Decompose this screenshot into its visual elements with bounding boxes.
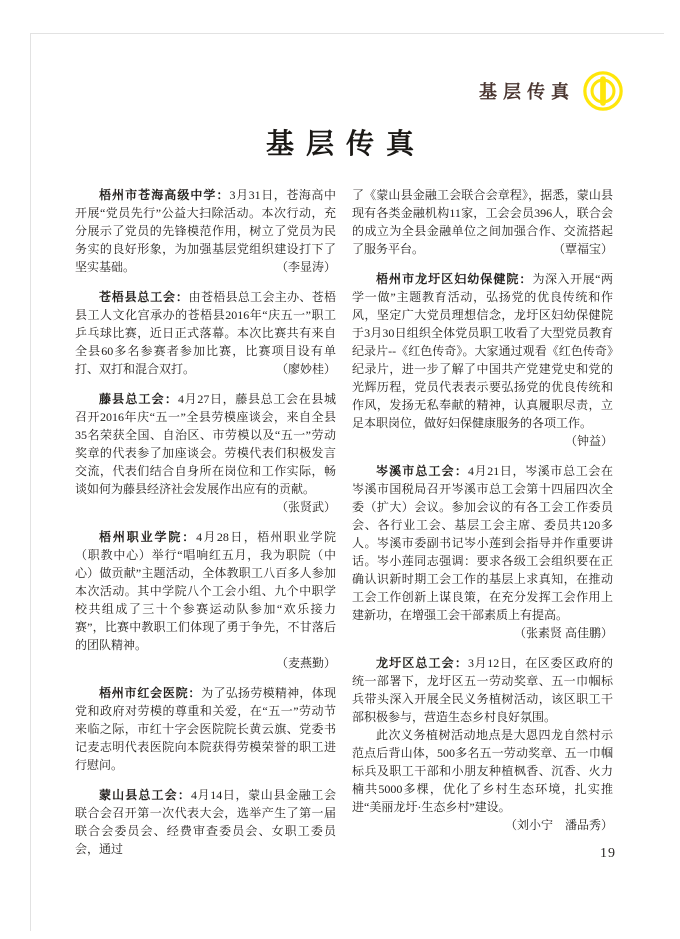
article-item <box>352 270 613 450</box>
article-text: 由苍梧县总工会主办、苍梧县工人文化宫承办的苍梧县2016年“庆五一”职工乒乓球比赛，近日正式落幕。本次比赛共有来自全县60多名参赛者参加比赛，比赛项目设有单打、双打和混合双打。 <box>75 290 336 376</box>
article-item <box>75 684 336 774</box>
article-text: 此次义务植树活动地点是大恩四龙自然村示范点后背山体，500多名五一劳动奖章、五一巾帼标兵及职工干部和小朋友种植枫香、沉香、火力楠共5000多棵，优化了乡村生态环境，扎实推进“美丽龙圩·生态乡村”建设。 <box>352 728 613 814</box>
article-text: 了《蒙山县金融工会联合会章程》，据悉，蒙山县现有各类金融机构11家，工会会员396人，联合会的成立为全县金融单位之间加强合作、交流搭起了服务平台。 <box>352 188 613 256</box>
article-org: 梧州职业学院： <box>99 530 197 544</box>
article-paragraph <box>352 270 613 450</box>
article-text: 3月31日，苍海高中开展“党员先行”公益大扫除活动。本次行动，充分展示了党员的先锋模范作用，树立了党员为民务实的良好形象，为加强基层党组织建设打下了坚实基础。 <box>75 188 336 274</box>
article-text: 4月21日，岑溪市总工会在岑溪市国税局召开岑溪市总工会第十四届四次全委（扩大）会议。参加会议的有各工会工作委员会、各行业工会、基层工会主席、委员共120多人。岑溪市委副书记岑小莲到会指导并作重要讲话。岑小莲同志强调：要求各级工会组织要在正确认识新时期工会工作的基层上求真知，在推动工会工作创新上谋良策，在充分发挥工会作用上建新功，在增强工会干部素质上有提高。 <box>352 464 613 622</box>
article-org: 藤县总工会： <box>99 392 178 406</box>
page-title: 基层传真 <box>265 129 426 160</box>
article-item <box>75 528 336 672</box>
article-text: 4月27日，藤县总工会在县城召开2016年庆“五一”全县劳模座谈会，来自全县35名荣获全国、自治区、市劳模以及“五一”劳动奖章的代表参了加座谈会。劳模代表们积极发言交流，代表们结合自身所在岗位和工作实际，畅谈如何为藤县经济社会发展作出应有的贡献。 <box>75 392 336 496</box>
article-signature: （刘小宁 潘品秀） <box>504 818 613 832</box>
article-paragraph <box>352 726 613 816</box>
scan-edge-left <box>30 33 31 931</box>
article-item <box>352 654 613 834</box>
section-title: 基层传真 <box>479 82 575 102</box>
article-text: 为深入开展“两学一做”主题教育活动，弘扬党的优良传统和作风，坚定广大党员理想信念，龙圩区妇幼保健院于3月30日组织全体党员职工收看了大型党员教育纪录片--《红色传奇》。大家通过观看《红色传奇》纪录片，进一步了解了中国共产党建党史和党的光辉历程，党员代表表示要弘扬党的优良传统和作风，发扬无私奉献的精神，认真履职尽责，立足本职岗位，做好妇保健康服务的各项工作。 <box>352 272 613 430</box>
article-text: 3月12日，在区委区政府的统一部署下，龙圩区五一劳动奖章、五一巾帼标兵带头深入开展全民义务植树活动，该区职工干部积极参与，营造生态乡村良好氛围。 <box>352 656 613 724</box>
article-org: 梧州市龙圩区妇幼保健院： <box>376 272 533 286</box>
article-paragraph <box>75 186 336 276</box>
article-paragraph <box>75 684 336 774</box>
page-header <box>479 70 624 112</box>
article-paragraph <box>352 654 613 726</box>
article-signature: （覃福宝） <box>552 242 613 256</box>
article-paragraph <box>352 186 613 258</box>
article-item <box>75 786 336 858</box>
article-paragraph <box>352 462 613 624</box>
article-text: 为了弘扬劳模精神，体现党和政府对劳模的尊重和关爱，在“五一”劳动节来临之际，市红十字会医院院长黄云旗、党委书记麦志明代表医院向本院获得劳模荣誉的职工进行慰问。 <box>75 686 336 772</box>
article-paragraph <box>75 288 336 378</box>
article-org: 梧州市红会医院： <box>99 686 202 700</box>
article-paragraph <box>75 528 336 654</box>
article-org: 岑溪市总工会： <box>376 464 468 478</box>
scan-edge-top <box>30 33 664 34</box>
article-org: 蒙山县总工会： <box>99 788 191 802</box>
article-signature: （廖妙桂） <box>275 362 336 376</box>
article-item <box>75 390 336 516</box>
article-signature: （李显涛） <box>275 260 336 274</box>
article-item <box>352 462 613 642</box>
article-text: 4月14日，蒙山县金融工会联合会召开第一次代表大会，选举产生了第一届联合会委员会、经费审查委员会、女职工委员会，通过 <box>75 788 336 856</box>
article-signature: （麦燕勤） <box>275 656 336 670</box>
column-right <box>352 186 613 870</box>
article-item <box>75 288 336 378</box>
article-signature: （张素贤 高佳鹏） <box>513 626 613 640</box>
trade-union-logo-icon <box>582 70 624 112</box>
article-paragraph <box>75 786 336 858</box>
article-org: 苍梧县总工会： <box>99 290 189 304</box>
article-signature: （张贤武） <box>275 500 336 514</box>
article-org: 梧州市苍海高级中学： <box>99 188 230 202</box>
article-signature: （钟益） <box>564 434 613 448</box>
article-text: 4月28日，梧州职业学院（职教中心）举行“唱响红五月，我为职院（中心）做贡献”主题活动，全体教职工八百多人参加本次活动。其中学院八个工会小组、九个中职学校共组成了三十个参赛运动队参加“欢乐接力赛”，比赛中教职工们体现了勇于争先，不甘落后的团队精神。 <box>75 530 336 652</box>
article-item-continuation <box>352 186 613 258</box>
column-left <box>75 186 336 870</box>
article-paragraph <box>75 390 336 498</box>
article-item <box>75 186 336 276</box>
article-columns <box>75 186 613 870</box>
article-org: 龙圩区总工会： <box>376 656 468 670</box>
page-number: 19 <box>600 846 616 861</box>
